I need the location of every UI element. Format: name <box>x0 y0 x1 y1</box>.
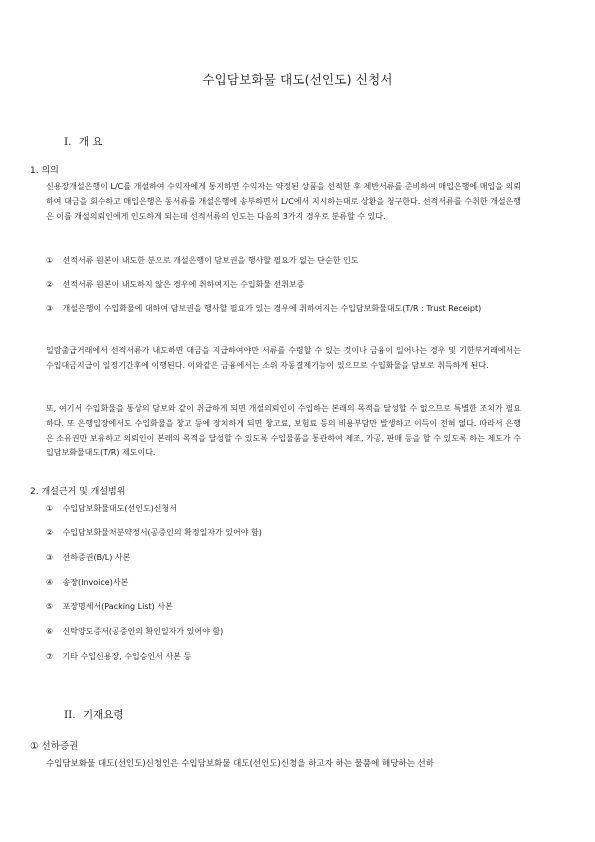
subsection-heading-basis: 2. 개설근거 및 개설범위 <box>30 487 126 497</box>
list-item <box>46 302 521 317</box>
item-text: 선적서류 원본이 내도하지 않은 경우에 취하여지는 수입화물 선취보증 <box>62 280 305 289</box>
item-number: ⑦ <box>46 652 54 661</box>
item-number: ④ <box>46 578 54 587</box>
list-item <box>46 576 521 591</box>
item-text: 신탁양도증서(공증인의 확인일자가 있어야 함) <box>62 627 224 636</box>
section-number: I. <box>64 136 72 148</box>
item-text: 선하증권(B/L) 사본 <box>62 553 131 562</box>
list-item <box>46 254 521 269</box>
item-text: 포장명세서(Packing List) 사본 <box>62 602 173 611</box>
item-number: ② <box>46 280 54 289</box>
list-item <box>46 278 521 293</box>
item-text: 기타 수입신용장, 수입승인서 사본 등 <box>62 652 192 661</box>
item-text: 송장(Invoice)사본 <box>62 578 129 587</box>
list-item <box>46 625 521 640</box>
item-text: 개설은행이 수입화물에 대하여 담보권을 행사할 필요가 있는 경우에 취하여지는 수입담보화물대도(T/R : Trust Receipt) <box>62 304 482 313</box>
item-text: 선적서류 원본이 내도한 분으로 개설은행이 담보권을 행사할 필요가 없는 단순한 인도 <box>62 256 359 265</box>
section-heading-text: 기재요령 <box>82 709 124 721</box>
section-number: II. <box>64 709 76 721</box>
page-title: 수입담보화물 대도(선인도) 신청서 <box>202 72 393 87</box>
item-number: ③ <box>46 553 54 562</box>
subsection-heading-bill-of-lading: ① 선하증권 <box>30 741 79 752</box>
section-heading-overview <box>64 134 102 149</box>
paragraph-trust-receipt: 또, 여기서 수입화물을 통상의 담보와 같이 취급하게 되면 개설의뢰인이 수입하는 본래의 목적을 달성할 수 없으므로 특별한 조치가 필요하다. 또 은행입장에서도 수입화물을 창고 등에 장치하게 되면 창고료, 보험료 등의 비용부담만 발생하고 이득이 전혀 없다. 따라서 은행은 소유권만 보유하고 의뢰인이 본래의 목적을 달성할 수 있도록 수입물품을 통관하여 제조, 가공, 판매 등을 할 수 있도록 하는 제도가 수입담보화물대도(T/R) 제도이다. <box>46 404 521 458</box>
list-item <box>46 600 521 615</box>
item-text: 수입담보화물대도(선인도)신청서 <box>62 504 177 513</box>
item-number: ① <box>46 256 54 265</box>
item-text: 수입담보화물처분약정서(공증인의 확정일자가 있어야 함) <box>62 528 262 537</box>
paragraph-definition: 신용장개설은행이 L/C를 개설하여 수익자에게 통지하면 수익자는 약정된 상품을 선적한 후 제반서류를 준비하여 매입은행에 매입을 의뢰하여 대금을 회수하고 매입은행은 동서류를 개설은행에 송부하면서 L/C에서 지시하는대로 상환을 청구한다. 선적서류를 수취한 개설은행은 이를 개설의뢰인에게 인도하게 되는데 선적서류의 인도는 다음의 3가지 경우로 분류할 수 있다. <box>46 182 521 221</box>
section-heading-text: 개 요 <box>78 136 103 148</box>
item-number: ③ <box>46 304 54 313</box>
item-number: ⑥ <box>46 627 54 636</box>
subsection-heading-meaning: 1. 의의 <box>30 166 59 176</box>
paragraph-bill-of-lading: 수입담보화물 대도(선인도)신청인은 수입담보화물 대도(선인도)신청을 하고자 하는 물품에 해당하는 선하 <box>46 759 434 769</box>
list-item <box>46 526 521 541</box>
list-item <box>46 650 521 665</box>
list-item <box>46 502 521 517</box>
section-heading-instructions <box>64 707 124 722</box>
item-number: ⑤ <box>46 602 54 611</box>
item-number: ① <box>46 504 54 513</box>
item-number: ② <box>46 528 54 537</box>
list-item <box>46 551 521 566</box>
paragraph-financing: 일람출급거래에서 선적서류가 내도하면 대금을 지급하여야만 서류를 수령할 수 있는 것이나 금융이 일어나는 경우 및 기한부거래에서는 수입대금지급이 일정기간후에 이행된다. 이와같은 금융에서는 소위 자동결제기능이 있으므로 수입화물을 담보로 취득하게 된다. <box>46 346 521 370</box>
